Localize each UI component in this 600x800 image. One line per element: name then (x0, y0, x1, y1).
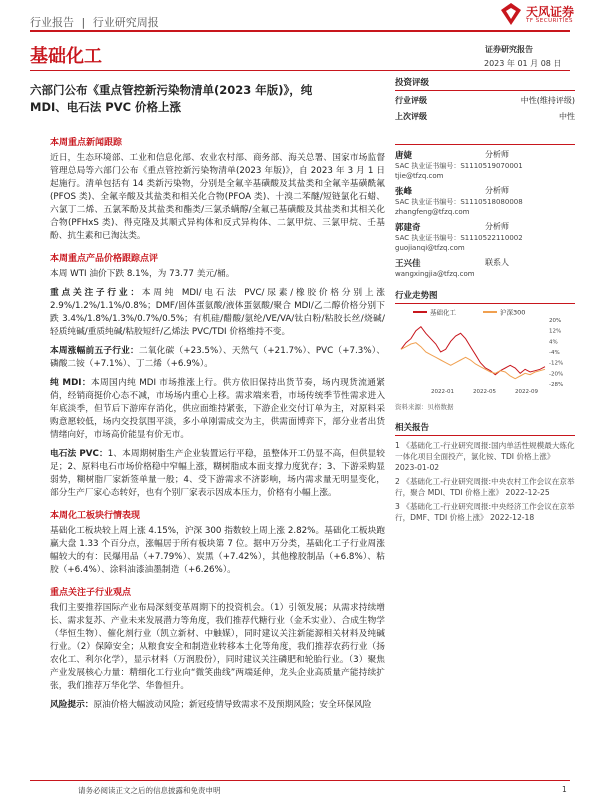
y-tick-label: -12% (549, 360, 564, 367)
sector-body: 基础化工板块较上周上涨 4.15%，沪深 300 指数较上周上涨 2.82%。基础化工板块跑赢大盘 1.33 个百分点，涨幅居于所有板块第 7 位。据申万分类，基础化工子行业周涨幅较大的有：民爆用品（+7.79%）、炭黑（+7.42%），其他橡胶制品（+6.8%）、粘胶（+6.4%）、涂料油漆油墨制造（+6.26%）。 (50, 526, 385, 575)
analyst-email[interactable]: tjie@tfzq.com (395, 172, 444, 180)
sidebar (395, 76, 575, 523)
analysts-heading: 作者 (395, 130, 575, 145)
y-tick-label: -28% (549, 382, 564, 388)
analyst-role: 联系人 (485, 258, 509, 267)
news-heading: 本周重点新闻跟踪 (50, 138, 123, 148)
analyst-cert: SAC 执业证书编号：S1110519070001 (395, 162, 523, 170)
analyst-cert: SAC 执业证书编号：S1110522110002 (395, 234, 523, 242)
focus-paragraph (50, 287, 385, 339)
report-date: 2023 年 01 月 08 日 (484, 59, 562, 68)
top5-body: 二氧化碳（+23.5%）、天然气（+21.7%）、PVC（+7.3%）、磷酸二铵（+7.1%）、丁二烯（+6.9%）。 (50, 346, 386, 369)
footer-rule (30, 780, 570, 781)
y-tick-label: -20% (549, 371, 564, 378)
view-body: 我们主要推荐国际产业布局深刻变革周期下的投资机会。（1）引领发展；从需求持续增长、需求复苏、产业未来发展潜力等角度，我们推荐代糖行业（金禾实业）、合成生物学（华恒生物）、催化剂行业（凯立新材、中触媒），同时建议关注新能源相关材料及纯碱行业。（2）保障安全；从粮食安全和制造业转移本土化等角度，我们推荐农药行业（扬农化工、利尔化学），显示材料（万润股份），同时建议关注磷肥和轮胎行业。（3）聚焦产业发展核心力量：精细化工行业向“微笑曲线”两端延伸，龙头企业高质量产能持续扩张，我们推荐万华化学、华鲁恒升。 (50, 603, 385, 691)
mdi-label: 纯 MDI： (50, 378, 91, 388)
header-rule (30, 30, 570, 32)
x-tick-label: 2022-01 (431, 389, 454, 395)
chart-source: 资料来源：贝格数据 (395, 403, 454, 411)
rating-prev-label: 上次评级 (395, 112, 427, 121)
top5-label: 本周涨幅前五子行业： (50, 346, 139, 356)
chart-heading: 行业走势图 (395, 289, 575, 304)
view-heading: 重点关注子行业观点 (50, 588, 132, 598)
pvc-paragraph (50, 448, 385, 500)
rating-heading: 投资评级 (395, 76, 575, 91)
breadcrumb-weekly: 行业研究周报 (92, 16, 159, 29)
pvc-label: 电石法 PVC： (50, 449, 108, 459)
report-type: 证券研究报告 (485, 45, 533, 54)
footer-disclaimer: 请务必阅读正文之后的信息披露和免责申明 (78, 786, 221, 795)
breadcrumb-separator: | (81, 16, 86, 29)
risk-body: 原油价格大幅波动风险；新冠疫情导致需求不及预期风险；安全环保风险 (93, 700, 372, 710)
main-column (50, 135, 385, 712)
price-heading: 本周重点产品价格跟踪点评 (50, 254, 159, 264)
analyst-role: 分析师 (485, 150, 509, 159)
rating-industry-row (395, 95, 575, 106)
y-tick-label: 12% (549, 328, 562, 335)
analyst-email[interactable]: zhangfeng@tfzq.com (395, 208, 470, 216)
legend-label: 基础化工 (430, 308, 456, 317)
y-tick-label: 4% (549, 339, 558, 346)
analyst-cert: SAC 执业证书编号：S1110518080008 (395, 198, 523, 206)
risk-paragraph (50, 699, 385, 712)
related-report-link[interactable]: 1 《基础化工-行业研究周报:国内单活性规模最大炼化一体化项目全面投产，氯化铵、TDI 价格上涨》 2023-01-02 (395, 441, 575, 472)
header-breadcrumb (30, 14, 159, 30)
trend-chart (395, 306, 575, 396)
sector-heading: 本周化工板块行情表现 (50, 511, 141, 521)
brand-name: 天风证券 (526, 5, 575, 19)
y-tick-label: -4% (549, 350, 560, 356)
analyst-role: 分析师 (485, 186, 509, 195)
mdi-body: 本周国内纯 MDI 市场推涨上行。供方依旧保持出货节奏，场内现货流通紧俏，经销商挺价心态不减，市场场内重心上移。需求端来看，市场传统季节性需求进入年底淡季，但节后下游库存消化，供应面维持紧张，下游企业交付订单为主，对原料采购意愿较低，场内交投氛围平淡，多小单刚需成交为主，供需面博弈下，部分业者出货情绪向好，市场高价能显有价无市。 (50, 378, 385, 440)
series-line (401, 343, 545, 379)
analyst-name: 郭建奇 (395, 223, 421, 233)
risk-label: 风险提示： (50, 700, 94, 710)
brand-logo-icon (500, 2, 522, 26)
title-line-1: 六部门公布《重点管控新污染物清单(2023 年版)》，纯 (30, 83, 313, 97)
legend-label: 沪深300 (500, 308, 526, 317)
analyst-name: 唐婕 (395, 151, 413, 161)
y-tick-label: 20% (549, 318, 562, 324)
price-wti: 本周 WTI 油价下跌 8.1%，为 73.77 美元/桶。 (50, 269, 235, 279)
news-body: 近日，生态环境部、工业和信息化部、农业农村部、商务部、海关总署、国家市场监督管理总局等六部门公布《重点管控新污染物清单(2023 年版)》，自 2023 年 3 月 1 日起施行。清单包括有 14 类新污染物，分别是全氟辛基磺酸及其盐类和全氟辛基磺酰氟(PFOS 类)、全氟辛酸及其盐类和相关化合物(PFOA 类)、十溴二苯醚/短链氯化石蜡、六氯丁二烯、五氯苯酚及其盐类和酯类/三氯杀螨醇/全氟己基磺酸及其盐类和其相关化合物(PFHxS 类)、得克隆及其顺式异构体和反式异构体、二氯甲烷、三氯甲烷、壬基酚、抗生素和已淘汰类。 (50, 153, 385, 241)
series-line (401, 327, 545, 375)
analyst-email[interactable]: guojianqi@tfzq.com (395, 244, 465, 252)
analyst-card (395, 185, 575, 217)
analyst-name: 张峰 (395, 187, 413, 197)
rating-prev-row (395, 111, 575, 122)
doc-category: 基础化工 (30, 46, 102, 67)
related-report-link[interactable]: 3 《基础化工-行业研究周报:中央经济工作会议在京举行，DMF、TDI 价格上涨》 2022-12-18 (395, 502, 575, 522)
mdi-paragraph (50, 377, 385, 442)
related-heading: 相关报告 (395, 421, 575, 436)
breadcrumb-report: 行业报告 (30, 16, 74, 29)
title-line-2: MDI、电石法 PVC 价格上涨 (30, 100, 182, 114)
page-number: 1 (562, 785, 567, 794)
rating-prev-value: 中性 (559, 112, 575, 121)
rating-industry-value: 中性(维持评级) (520, 96, 575, 105)
x-tick-label: 2022-09 (515, 389, 538, 395)
page-title (30, 82, 380, 116)
analyst-card (395, 221, 575, 253)
focus-label: 重点关注子行业： (50, 288, 142, 298)
related-report-link[interactable]: 2 《基础化工-行业研究周报:中央农村工作会议在京举行，聚合 MDI、TDI 价格上涨》 2022-12-25 (395, 477, 575, 497)
pvc-body: 1、本周期树脂生产企业装置运行平稳，虽整体开工仍显不高，但供显较足；2、原料电石市场价格稳中窄幅上涨，糊树脂成本面支撑力度犹存；3、下游采购显弱势，糊树脂厂家新签单量一般；4、受下游需求不济影响，场内需求量无明显变化，部分生产厂家心态转好，也有个别厂家表示因成本压力，价格有小幅上涨。 (50, 449, 385, 498)
analyst-name: 王兴佳 (395, 259, 421, 269)
analyst-role: 分析师 (485, 222, 509, 231)
rating-industry-label: 行业评级 (395, 96, 427, 105)
analyst-card (395, 149, 575, 181)
analyst-card (395, 257, 575, 279)
analyst-email[interactable]: wangxingjia@tfzq.com (395, 270, 475, 278)
x-tick-label: 2022-05 (473, 389, 496, 395)
focus-body: 本周纯 MDI/电石法 PVC/尿素/橡胶价格分别上涨 2.9%/1.2%/1.1%/0.8%；DMF/固体蛋氨酸/液体蛋氨酸/聚合 MDI/乙二醇价格分别下跌 3.4%/1.8%/1.3%/0.7%/0.5%；有机硅/醋酸/氨纶/VE/VA/钛白粉/粘胶长丝/烧碱/轻质纯碱/重质纯碱/粘胶短纤/乙烯法 PVC/TDI 价格维持不变。 (50, 288, 385, 337)
brand-name-en: TF SECURITIES (526, 18, 573, 24)
title-rule (30, 70, 570, 71)
top5-paragraph (50, 345, 385, 371)
